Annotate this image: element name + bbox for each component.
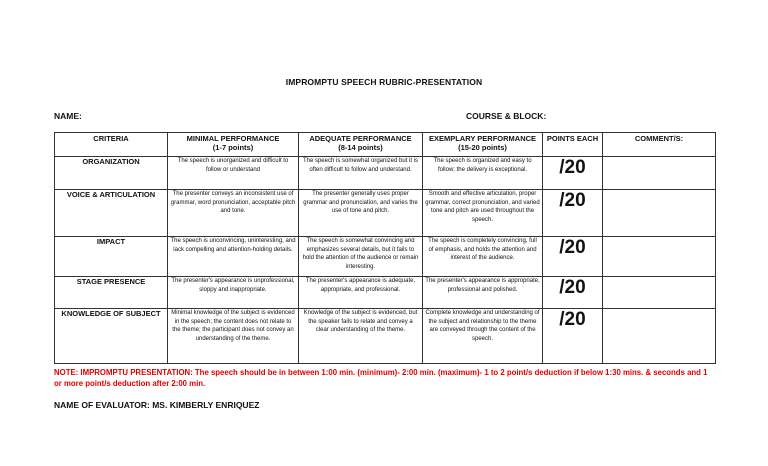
criteria-cell: VOICE & ARTICULATION: [55, 190, 168, 237]
criteria-cell: KNOWLEDGE OF SUBJECT: [55, 309, 168, 364]
evaluator-name: NAME OF EVALUATOR: MS. KIMBERLY ENRIQUEZ: [54, 400, 260, 410]
criteria-cell: ORGANIZATION: [55, 157, 168, 190]
time-limit-note: NOTE: IMPROMPTU PRESENTATION: The speech should be in between 1:00 min. (minimum)- 2:00 min. (maximum)- 1 to 2 point/s deduction if below 1:30 mins. & seconds and 1 or more point/s deduction after 2:00 min.: [54, 368, 708, 388]
points-cell: /20: [543, 237, 603, 277]
header-adequate-range: (8-14 points): [338, 143, 383, 152]
exemplary-cell: Smooth and effective articulation, proper grammar, correct pronunciation, and varied tone and pitch are used throughout the speech.: [423, 190, 543, 237]
criteria-cell: STAGE PRESENCE: [55, 277, 168, 309]
table-row: [55, 157, 716, 190]
adequate-cell: The presenter generally uses proper grammar and pronunciation, and varies the use of tone and pitch.: [299, 190, 423, 237]
adequate-cell: Knowledge of the subject is evidenced, but the speaker fails to relate and convey a clear understanding of the theme.: [299, 309, 423, 364]
table-row: [55, 237, 716, 277]
header-adequate: ADEQUATE PERFORMANCE (8-14 points): [299, 133, 423, 157]
comment-cell: [603, 190, 716, 237]
table-row: [55, 190, 716, 237]
points-cell: /20: [543, 190, 603, 237]
comment-cell: [603, 309, 716, 364]
minimal-cell: The presenter conveys an inconsistent use of grammar, word pronunciation, acceptable pitch and tone.: [168, 190, 299, 237]
header-exemplary-range: (15-20 points): [458, 143, 507, 152]
minimal-cell: Minimal knowledge of the subject is evidenced in the speech; the content does not relate to the theme; the participant does not convey an understanding of the theme.: [168, 309, 299, 364]
header-minimal: MINIMAL PERFORMANCE (1-7 points): [168, 133, 299, 157]
comment-cell: [603, 277, 716, 309]
adequate-cell: The speech is somewhat convincing and emphasizes several details, but it fails to hold the attention of the audience or remain interesting.: [299, 237, 423, 277]
minimal-cell: The speech is unconvincing, uninteresting, and lack compelling and attention-holding details.: [168, 237, 299, 277]
header-minimal-range: (1-7 points): [212, 143, 254, 152]
header-comments: COMMENT/S:: [603, 133, 716, 157]
points-cell: /20: [543, 277, 603, 309]
minimal-cell: The presenter's appearance is unprofessional, sloppy and inappropriate.: [168, 277, 299, 309]
header-criteria: CRITERIA: [55, 133, 168, 157]
exemplary-cell: The presenter's appearance is appropriate, professional and polished.: [423, 277, 543, 309]
header-row: [55, 133, 716, 157]
criteria-cell: IMPACT: [55, 237, 168, 277]
comment-cell: [603, 157, 716, 190]
header-exemplary: EXEMPLARY PERFORMANCE (15-20 points): [423, 133, 543, 157]
points-cell: /20: [543, 157, 603, 190]
header-points: POINTS EACH: [543, 133, 603, 157]
course-block-label: COURSE & BLOCK:: [466, 111, 547, 121]
comment-cell: [603, 237, 716, 277]
exemplary-cell: The speech is completely convincing, full of emphasis, and holds the attention and interest of the audience.: [423, 237, 543, 277]
document-title: IMPROMPTU SPEECH RUBRIC-PRESENTATION: [285, 77, 483, 87]
exemplary-cell: Complete knowledge and understanding of the subject and relationship to the theme are conveyed through the content of the speech.: [423, 309, 543, 364]
adequate-cell: The speech is somewhat organized but it is often difficult to follow and understand.: [299, 157, 423, 190]
exemplary-cell: The speech is organized and easy to follow; the delivery is exceptional.: [423, 157, 543, 190]
points-cell: /20: [543, 309, 603, 364]
table-row: [55, 309, 716, 364]
name-label: NAME:: [54, 111, 82, 121]
table-row: [55, 277, 716, 309]
minimal-cell: The speech is unorganized and difficult to follow or understand: [168, 157, 299, 190]
rubric-table: [54, 132, 716, 364]
adequate-cell: The presenter's appearance is adequate, appropriate, and professional.: [299, 277, 423, 309]
